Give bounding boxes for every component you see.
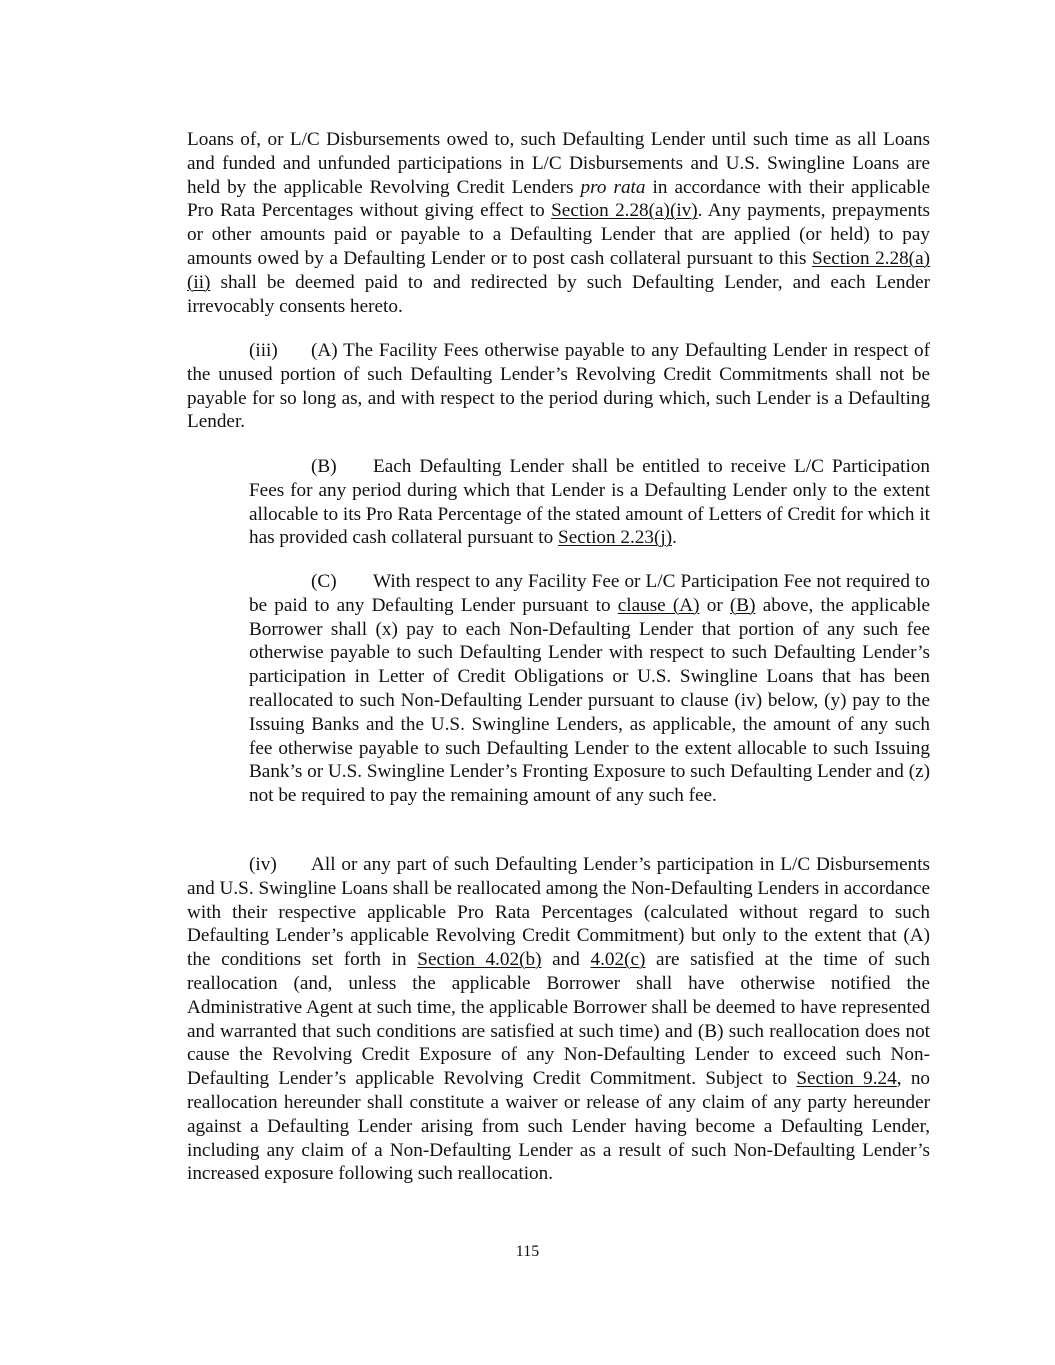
p2-text: (A) The Facility Fees otherwise payable to any Defaulting Lender in respect of the unused portion of such Defaulting Lender’s Revolving Credit Commitments shall not be payable for so long as, and with respect to the period during which, such Lender is a Defaulting Lender. [187, 340, 930, 433]
p1-text-3: in accordance with their applicable Pro Rata Percentages without giving effect to [187, 176, 930, 222]
p3-text-2: . [672, 527, 677, 549]
clause-label-iii: (iii) [249, 340, 278, 361]
paragraph-iii [187, 339, 930, 434]
p5-text-1: All or any part of such Defaulting Lender’s participation in L/C Disbursements and U.S. Swingline Loans shall be reallocated among the Non-Defaulting Lenders in accordance with their respective applicable Pro Rata Percentages (calculated without regard to such Defaulting Lender’s applicable Revolving Credit Commitment) but only to the extent that (A) the conditions set forth in [187, 854, 930, 971]
section-2-28-a-iv-reference: Section 2.28(a)(iv) [551, 200, 698, 222]
section-2-23-j-reference: Section 2.23(j) [558, 527, 673, 549]
p3-text-1: Each Defaulting Lender shall be entitled to receive L/C Participation Fees for any period during which that Lender is a Defaulting Lender only to the extent allocable to its Pro Rata Percentage of the stated amount of Letters of Credit for which it has provided cash collateral pursuant to [249, 456, 930, 549]
clause-label-b: (B) [311, 456, 337, 477]
clause-label-iv: (iv) [249, 854, 277, 875]
section-4-02-b-reference: Section 4.02(b) [417, 949, 542, 971]
page-number: 115 [515, 1243, 540, 1260]
p4-text-2: or [699, 594, 730, 616]
p4-text-3: above, the applicable Borrower shall (x) pay to each Non-Defaulting Lender that portion of any such fee otherwise payable to such Defaulting Lender with respect to such Defaulting Lender’s participation in Letter of Credit Obligations or U.S. Swingline Loans that has been reallocated to such Non-Defaulting Lender pursuant to clause (iv) below, (y) pay to the Issuing Banks and the U.S. Swingline Lenders, as applicable, the amount of any such fee otherwise payable to such Defaulting Lender to the extent allocable to such Issuing Bank’s or U.S. Swingline Lender’s Fronting Exposure to such Defaulting Lender and (z) not be required to pay the remaining amount of any such fee. [249, 594, 930, 807]
paragraph-iv [187, 853, 930, 1186]
p5-text-4: , no reallocation hereunder shall constitute a waiver or release of any claim of any party hereunder against a Defaulting Lender arising from such Lender having become a Defaulting Lender, including any claim of a Non-Defaulting Lender as a result of such Non-Defaulting Lender’s increased exposure following such reallocation. [187, 1068, 931, 1185]
p5-text-2: and [541, 949, 591, 971]
clause-a-reference: clause (A) [617, 594, 700, 616]
clause-label-c: (C) [311, 571, 337, 592]
clause-b-reference: (B) [729, 594, 756, 616]
section-2-28-a-ii-reference: Section 2.28(a)(ii) [187, 247, 930, 293]
paragraph-b [249, 455, 930, 550]
p1-text-1: Loans of, or L/C Disbursements owed to, such Defaulting Lender until such time as all Loans and funded and unfunded participations in L/C Disbursements and U.S. Swingline Loans are held by the applicable Revolving Credit Lenders [187, 129, 930, 198]
paragraph-continuation [187, 128, 930, 318]
section-4-02-c-reference: 4.02(c) [590, 949, 646, 971]
paragraph-c [249, 570, 930, 808]
p1-text-5: shall be deemed paid to and redirected by such Defaulting Lender, and each Lender irrevocably consents hereto. [187, 271, 930, 317]
p4-text-1: With respect to any Facility Fee or L/C Participation Fee not required to be paid to any Defaulting Lender pursuant to [249, 571, 930, 616]
p1-pro-rata-italic: pro rata [580, 176, 646, 198]
section-9-24-reference: Section 9.24 [796, 1068, 897, 1090]
p1-text-4: . Any payments, prepayments or other amounts paid or payable to a Defaulting Lender that are applied (or held) to pay amounts owed by a Defaulting Lender or to post cash collateral pursuant to this [187, 200, 930, 269]
p5-text-3: are satisfied at the time of such reallocation (and, unless the applicable Borrower shall have otherwise notified the Administrative Agent at such time, the applicable Borrower shall be deemed to have represented and warranted that such conditions are satisfied at such time) and (B) such reallocation does not cause the Revolving Credit Exposure of any Non-Defaulting Lender to exceed such Non-Defaulting Lender’s applicable Revolving Credit Commitment. Subject to [187, 949, 930, 1090]
